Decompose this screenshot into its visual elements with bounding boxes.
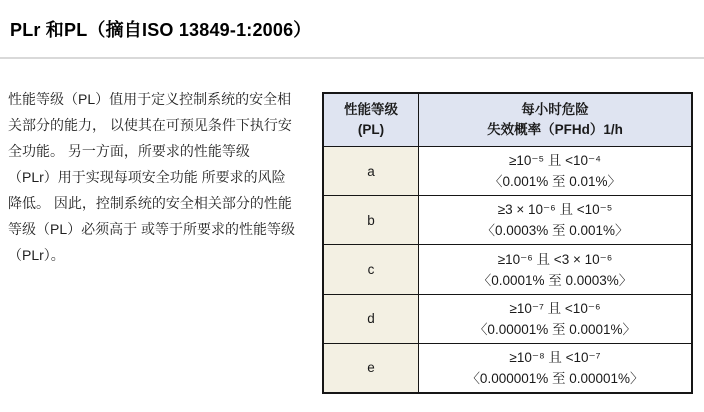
pfhd-percent: 〈0.001% 至 0.01%〉 xyxy=(488,174,622,190)
pfhd-percent: 〈0.0003% 至 0.001%〉 xyxy=(481,223,629,239)
pfhd-range: ≥10⁻⁷ 且 <10⁻⁶ xyxy=(509,300,601,316)
pfhd-range: ≥10⁻⁸ 且 <10⁻⁷ xyxy=(509,349,601,365)
pl-cell: d xyxy=(324,295,419,343)
title-divider xyxy=(0,57,704,59)
intro-line: （PLr）。 xyxy=(8,247,65,263)
pfhd-cell xyxy=(419,344,691,392)
pfhd-percent: 〈0.00001% 至 0.0001%〉 xyxy=(473,321,637,337)
table-row-a xyxy=(324,146,691,195)
performance-level-table xyxy=(322,92,693,394)
pfhd-percent: 〈0.000001% 至 0.00001%〉 xyxy=(466,370,644,386)
table-row-c xyxy=(324,244,691,293)
table-row-d xyxy=(324,294,691,343)
header-pfhd-label-line2: 失效概率（PFHd）1/h xyxy=(487,122,623,137)
pfhd-cell xyxy=(419,147,691,195)
pfhd-range: ≥3 × 10⁻⁶ 且 <10⁻⁵ xyxy=(497,202,613,218)
pfhd-range: ≥10⁻⁵ 且 <10⁻⁴ xyxy=(509,153,601,169)
table-header-row xyxy=(324,94,691,146)
table-row-e xyxy=(324,343,691,392)
pfhd-cell xyxy=(419,196,691,244)
intro-line: 性能等级（PL）值用于定义控制系统的安全相 xyxy=(8,91,292,107)
pl-cell: c xyxy=(324,245,419,293)
header-cell-pl xyxy=(324,94,419,146)
header-pl-label: 性能等级 xyxy=(344,102,398,117)
pfhd-cell xyxy=(419,245,691,293)
intro-line: （PLr）用于实现每项安全功能 所要求的风险 xyxy=(8,169,286,185)
intro-line: 关部分的能力， 以使其在可预见条件下执行安 xyxy=(8,117,292,133)
pl-cell: a xyxy=(324,147,419,195)
intro-line: 等级（PL）必须高于 或等于所要求的性能等级 xyxy=(8,221,296,237)
table-row-b xyxy=(324,195,691,244)
header-pfhd-label-line1: 每小时危险 xyxy=(521,102,589,117)
header-pl-abbrev: (PL) xyxy=(357,122,385,137)
pl-cell: e xyxy=(324,344,419,392)
intro-line: 全功能。 另一方面，所要求的性能等级 xyxy=(8,143,250,159)
pfhd-cell xyxy=(419,295,691,343)
intro-line: 降低。 因此，控制系统的安全相关部分的性能 xyxy=(8,195,292,211)
header-cell-pfhd xyxy=(419,94,691,146)
pfhd-percent: 〈0.0001% 至 0.0003%〉 xyxy=(477,272,633,288)
pl-cell: b xyxy=(324,196,419,244)
pfhd-range: ≥10⁻⁶ 且 <3 × 10⁻⁶ xyxy=(497,251,613,267)
intro-paragraph xyxy=(8,86,328,268)
page-title: PLr 和PL（摘自ISO 13849-1:2006） xyxy=(10,20,312,40)
